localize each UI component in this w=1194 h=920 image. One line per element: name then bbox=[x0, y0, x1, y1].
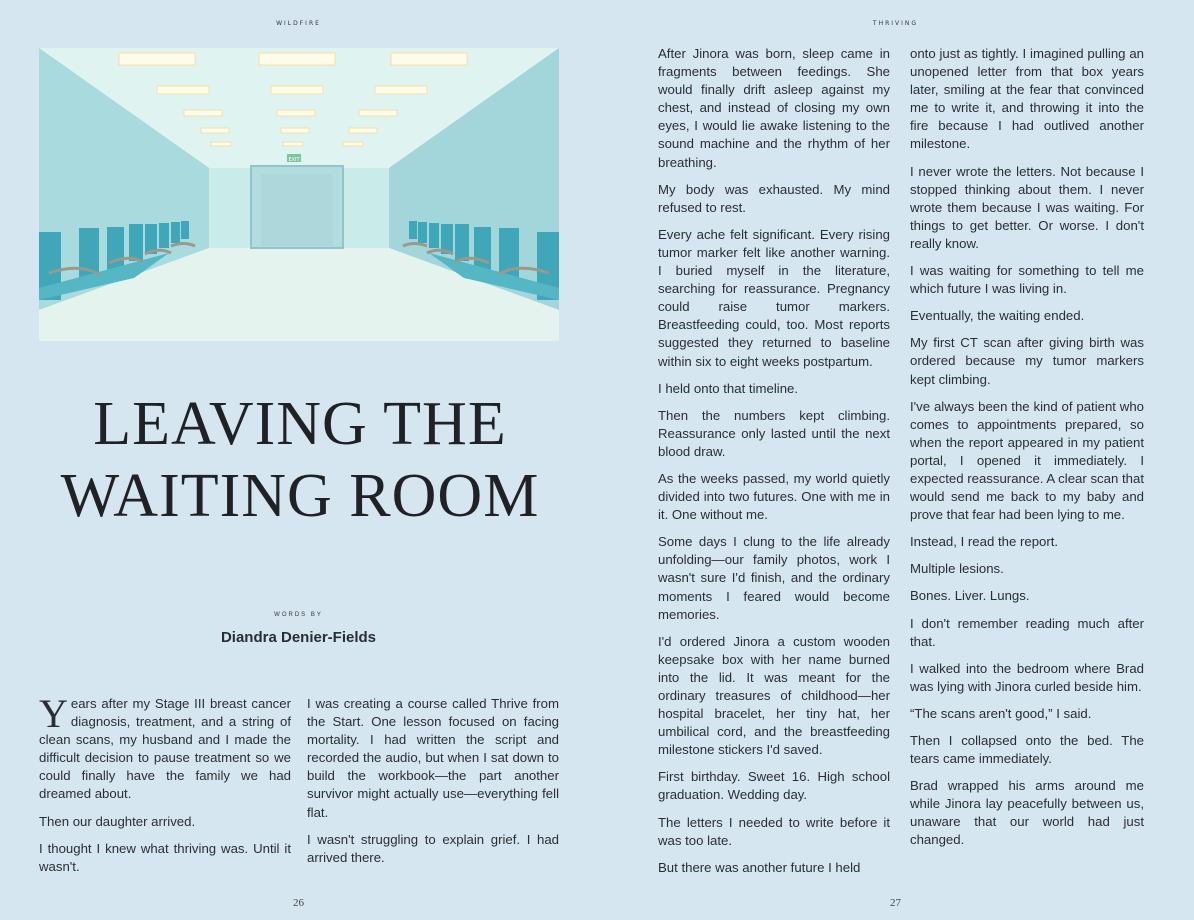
paragraph: I walked into the bedroom where Brad was lying with Jinora curled beside him. bbox=[910, 660, 1144, 694]
paragraph: I never wrote the letters. Not because I stopped thinking about them. I never wrote them because I was waiting. For things to get better. Or worse. I don't really know. bbox=[910, 163, 1144, 251]
paragraph: The letters I needed to write before it was too late. bbox=[658, 814, 890, 848]
paragraph: onto just as tightly. I imagined pulling an unopened letter from that box years later, smiling at the fear that convinced me to write it, and throwing it into the fire because I had outlived another milestone. bbox=[910, 46, 1144, 152]
title-line-2: WAITING ROOM bbox=[60, 462, 540, 530]
paragraph: Eventually, the waiting ended. bbox=[910, 308, 1085, 324]
right-page bbox=[597, 0, 1194, 920]
paragraph: My first CT scan after giving birth was ordered because my tumor markers kept climbing. bbox=[910, 335, 1144, 387]
paragraph: After Jinora was born, sleep came in fragments between feedings. She would finally drift asleep against my chest, and instead of closing my own eyes, I would lie awake listening to the sound machine and the rhythm of her breathing. bbox=[658, 46, 890, 170]
paragraph: I'd ordered Jinora a custom wooden keepsake box with her name burned into the lid. It was meant for the ordinary treasures of childhood—her hospital bracelet, her tiny hat, her umbilical cord, and the breastfeeding milestone stickers I'd saved. bbox=[658, 633, 890, 758]
title-line-1: LEAVING THE bbox=[93, 390, 507, 458]
drop-cap: Y bbox=[39, 691, 68, 736]
running-head-right: THRIVING bbox=[872, 20, 919, 27]
paragraph: I thought I knew what thriving was. Until it wasn't. bbox=[39, 840, 291, 874]
paragraph: I've always been the kind of patient who comes to appointments prepared, so when the report appeared in my patient portal, I opened it immediately. I expected reassurance. A clear scan that would send me back to my baby and prove that fear had been lying to me. bbox=[910, 398, 1144, 523]
paragraph: But there was another future I held bbox=[658, 859, 861, 875]
article-title bbox=[20, 388, 580, 532]
paragraph: My body was exhausted. My mind refused to rest. bbox=[658, 181, 890, 215]
paragraph: I wasn't struggling to explain grief. I had arrived there. bbox=[307, 831, 559, 865]
paragraph: I was waiting for something to tell me which future I was living in. bbox=[910, 263, 1144, 297]
byline-label: WORDS BY bbox=[274, 612, 323, 618]
paragraph: Bones. Liver. Lungs. bbox=[910, 588, 1030, 604]
body-column-4 bbox=[910, 45, 1144, 859]
running-head-left: WILDFIRE bbox=[276, 20, 321, 27]
paragraph: Multiple lesions. bbox=[910, 561, 1004, 577]
page-number-left: 26 bbox=[293, 897, 304, 909]
paragraph: Years after my Stage III breast cancer diagnosis, treatment, and a string of clean scans, my husband and I made the difficult decision to pause treatment so we could finally have the family we had dreamed about. bbox=[39, 691, 291, 802]
author-name: Diandra Denier-Fields bbox=[220, 629, 377, 646]
paragraph: Then our daughter arrived. bbox=[39, 813, 196, 829]
paragraph: As the weeks passed, my world quietly divided into two futures. One with me in it. One without me. bbox=[658, 470, 890, 523]
exit-sign: EXIT bbox=[288, 157, 300, 163]
paragraph: Some days I clung to the life already unfolding—our family photos, work I wasn't sure I'd finish, and the ordinary moments I feared would become memories. bbox=[658, 534, 890, 622]
waiting-room-illustration bbox=[39, 48, 559, 341]
paragraph: Then I collapsed onto the bed. The tears came immediately. bbox=[910, 733, 1144, 767]
paragraph: I held onto that timeline. bbox=[658, 380, 799, 396]
page-number-right: 27 bbox=[890, 897, 901, 909]
paragraph: Instead, I read the report. bbox=[910, 534, 1059, 550]
paragraph: I was creating a course called Thrive from the Start. One lesson focused on facing mortality. I had written the script and recorded the audio, but when I sat down to build the workbook—the part another survivor might actually use—everything fell flat. bbox=[307, 696, 559, 820]
body-column-2 bbox=[307, 695, 559, 876]
paragraph: Brad wrapped his arms around me while Jinora lay peacefully between us, unaware that our world had just changed. bbox=[910, 778, 1144, 848]
body-column-3 bbox=[658, 45, 890, 886]
body-column-1 bbox=[39, 691, 291, 885]
paragraph: “The scans aren't good,” I said. bbox=[910, 705, 1092, 721]
paragraph: I don't remember reading much after that. bbox=[910, 615, 1144, 649]
paragraph: Every ache felt significant. Every rising tumor marker felt like another warning. I buried myself in the literature, searching for reassurance. Pregnancy could raise tumor markers. Breastfeeding could, too. Most reports suggested they returned to baseline within six to eight weeks postpartum. bbox=[658, 226, 890, 369]
paragraph: First birthday. Sweet 16. High school graduation. Wedding day. bbox=[658, 769, 890, 803]
waiting-room-image bbox=[39, 48, 559, 341]
paragraph: Then the numbers kept climbing. Reassurance only lasted until the next blood draw. bbox=[658, 407, 890, 459]
